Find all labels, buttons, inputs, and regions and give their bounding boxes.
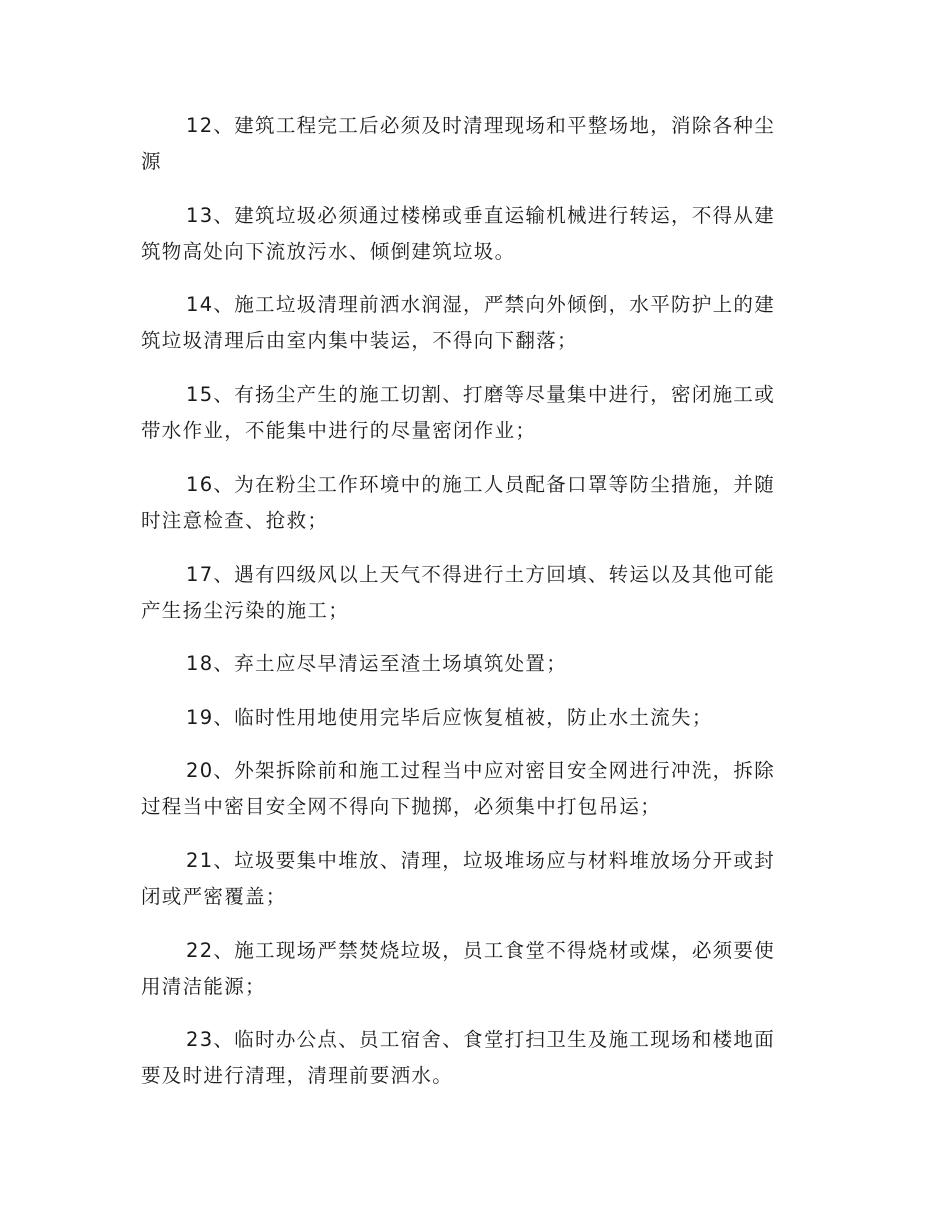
paragraph-line: 用清洁能源； (141, 975, 266, 998)
paragraph-line: 产生扬尘污染的施工； (141, 599, 350, 622)
paragraph-item-14 (141, 287, 801, 359)
paragraph-item-12 (141, 108, 801, 180)
paragraph-line: 13、建筑垃圾必须通过楼梯或垂直运输机械进行转运，不得从建 (186, 204, 776, 227)
paragraph-line: 筑物高处向下流放污水、倾倒建筑垃圾。 (141, 240, 516, 263)
paragraph-line: 带水作业，不能集中进行的尽量密闭作业； (141, 419, 537, 442)
paragraph-item-21 (141, 843, 801, 915)
paragraph-line: 闭或严密覆盖； (141, 885, 287, 908)
paragraph-line: 19、临时性用地使用完毕后应恢复植被，防止水土流失； (186, 706, 713, 729)
paragraph-item-13 (141, 198, 801, 270)
paragraph-line: 时注意检查、抢救； (141, 509, 329, 532)
paragraph-item-19 (141, 700, 801, 736)
paragraph-item-20 (141, 753, 801, 825)
paragraph-line: 要及时进行清理，清理前要洒水。 (141, 1064, 454, 1087)
paragraph-line: 22、施工现场严禁焚烧垃圾，员工食堂不得烧材或煤，必须要使 (186, 939, 776, 962)
paragraph-line: 筑垃圾清理后由室内集中装运，不得向下翻落； (141, 329, 578, 352)
paragraph-line: 14、施工垃圾清理前洒水润湿，严禁向外倾倒，水平防护上的建 (186, 293, 776, 316)
paragraph-item-22 (141, 933, 801, 1005)
paragraph-line: 过程当中密目安全网不得向下抛掷，必须集中打包吊运； (141, 795, 662, 818)
paragraph-item-23 (141, 1022, 801, 1094)
paragraph-line: 12、建筑工程完工后必须及时清理现场和平整场地，消除各种尘 (186, 114, 776, 137)
paragraph-line: 源 (141, 150, 162, 173)
paragraph-item-17 (141, 557, 801, 629)
paragraph-item-18 (141, 646, 801, 682)
paragraph-line: 18、弃土应尽早清运至渣土场填筑处置； (186, 652, 568, 675)
paragraph-item-16 (141, 467, 801, 539)
paragraph-line: 23、临时办公点、员工宿舍、食堂打扫卫生及施工现场和楼地面 (186, 1028, 776, 1051)
paragraph-item-15 (141, 377, 801, 449)
paragraph-line: 17、遇有四级风以上天气不得进行土方回填、转运以及其他可能 (186, 563, 776, 586)
paragraph-line: 15、有扬尘产生的施工切割、打磨等尽量集中进行，密闭施工或 (186, 383, 776, 406)
paragraph-line: 16、为在粉尘工作环境中的施工人员配备口罩等防尘措施，并随 (186, 473, 776, 496)
paragraph-line: 20、外架拆除前和施工过程当中应对密目安全网进行冲洗，拆除 (186, 759, 776, 782)
paragraph-line: 21、垃圾要集中堆放、清理，垃圾堆场应与材料堆放场分开或封 (186, 849, 776, 872)
